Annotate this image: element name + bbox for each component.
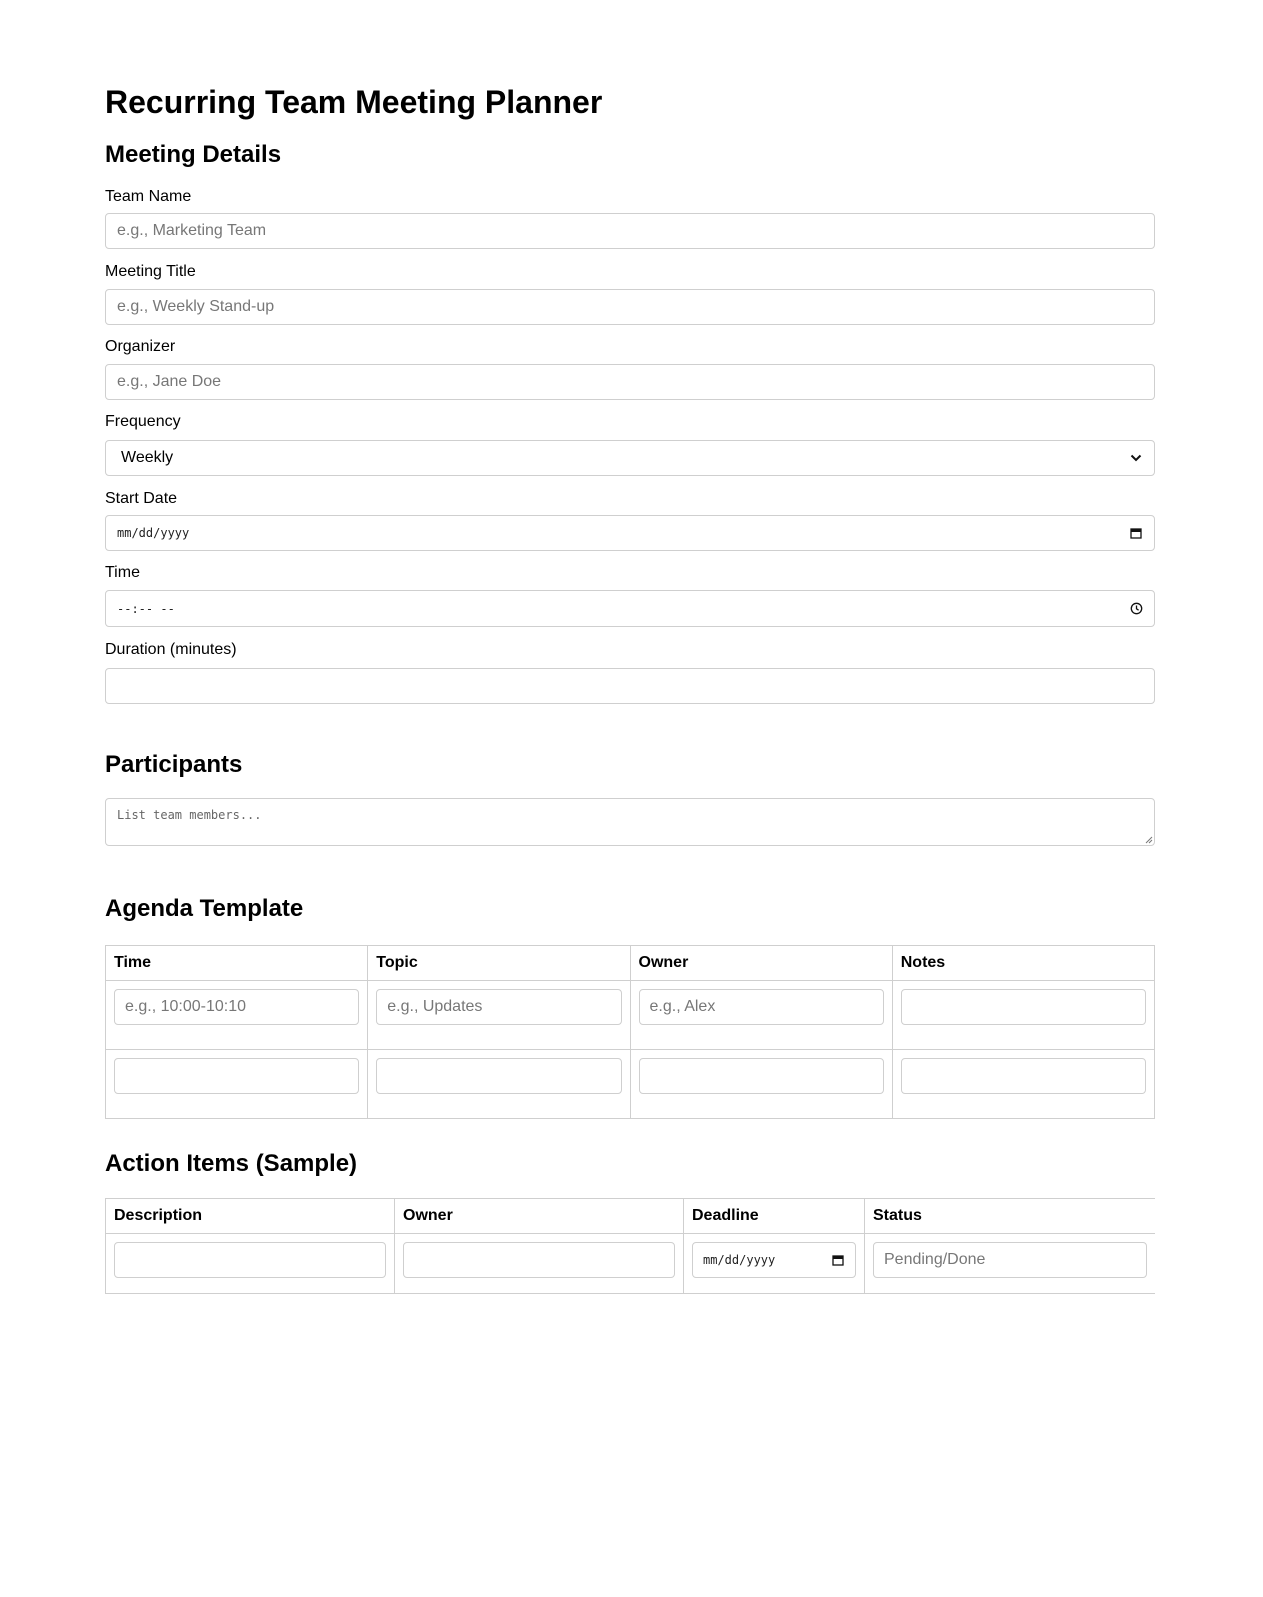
time-input[interactable] <box>105 590 1155 627</box>
frequency-select[interactable] <box>105 440 1155 476</box>
meeting-title-input[interactable] <box>105 289 1155 325</box>
organizer-label: Organizer <box>105 338 176 355</box>
chevron-down-icon <box>1129 451 1143 465</box>
agenda-cell <box>106 981 368 1050</box>
start-date-input[interactable] <box>105 515 1155 551</box>
agenda-cell <box>368 1050 630 1119</box>
agenda-notes-input[interactable] <box>901 1058 1146 1094</box>
action-cell <box>865 1234 1156 1294</box>
action-owner-input[interactable] <box>403 1242 675 1278</box>
action-col-description: Description <box>106 1199 395 1234</box>
table-row <box>106 1050 1155 1119</box>
agenda-topic-input[interactable] <box>376 989 621 1025</box>
duration-label: Duration (minutes) <box>105 641 237 658</box>
team-name-label: Team Name <box>105 188 192 205</box>
calendar-icon[interactable] <box>831 1253 845 1267</box>
duration-input[interactable] <box>105 668 1155 704</box>
action-header-row <box>106 1199 1156 1234</box>
agenda-col-notes: Notes <box>892 946 1154 981</box>
agenda-owner-input[interactable] <box>639 1058 884 1094</box>
time-value: --:-- -- <box>117 601 175 616</box>
action-deadline-input[interactable] <box>692 1242 856 1278</box>
table-row <box>106 1234 1156 1294</box>
organizer-input[interactable] <box>105 364 1155 400</box>
action-cell <box>684 1234 865 1294</box>
agenda-topic-input[interactable] <box>376 1058 621 1094</box>
participants-heading: Participants <box>105 751 243 778</box>
start-date-label: Start Date <box>105 490 178 507</box>
agenda-time-input[interactable] <box>114 989 359 1025</box>
agenda-cell <box>368 981 630 1050</box>
agenda-header-row <box>106 946 1155 981</box>
action-cell <box>106 1234 395 1294</box>
action-deadline-value: mm/dd/yyyy <box>703 1253 776 1267</box>
action-items-heading: Action Items (Sample) <box>105 1150 358 1177</box>
action-cell <box>395 1234 684 1294</box>
frequency-label: Frequency <box>105 413 181 430</box>
table-row <box>106 981 1155 1050</box>
action-items-table <box>105 1198 1155 1294</box>
team-name-input[interactable] <box>105 213 1155 249</box>
action-description-input[interactable] <box>114 1242 386 1278</box>
meeting-details-heading: Meeting Details <box>105 141 282 168</box>
agenda-heading: Agenda Template <box>105 895 304 922</box>
agenda-owner-input[interactable] <box>639 989 884 1025</box>
meeting-title-label: Meeting Title <box>105 263 196 280</box>
agenda-col-time: Time <box>106 946 368 981</box>
calendar-icon[interactable] <box>1129 526 1143 540</box>
agenda-notes-input[interactable] <box>901 989 1146 1025</box>
agenda-cell <box>892 1050 1154 1119</box>
agenda-cell <box>630 1050 892 1119</box>
agenda-cell <box>106 1050 368 1119</box>
participants-wrapper <box>105 798 1155 846</box>
participants-textarea[interactable] <box>105 798 1155 846</box>
resize-grip-icon[interactable] <box>1144 835 1153 844</box>
agenda-cell <box>630 981 892 1050</box>
action-items-clip <box>105 1198 1155 1295</box>
clock-icon[interactable] <box>1129 602 1143 616</box>
action-col-status: Status <box>865 1199 1156 1234</box>
agenda-time-input[interactable] <box>114 1058 359 1094</box>
agenda-col-topic: Topic <box>368 946 630 981</box>
frequency-value: Weekly <box>121 449 174 466</box>
time-label: Time <box>105 564 140 581</box>
action-status-input[interactable] <box>873 1242 1147 1278</box>
agenda-col-owner: Owner <box>630 946 892 981</box>
start-date-value: mm/dd/yyyy <box>117 526 190 540</box>
agenda-cell <box>892 981 1154 1050</box>
action-col-deadline: Deadline <box>684 1199 865 1234</box>
action-col-owner: Owner <box>395 1199 684 1234</box>
agenda-table <box>105 945 1155 1119</box>
page-title: Recurring Team Meeting Planner <box>105 84 603 120</box>
